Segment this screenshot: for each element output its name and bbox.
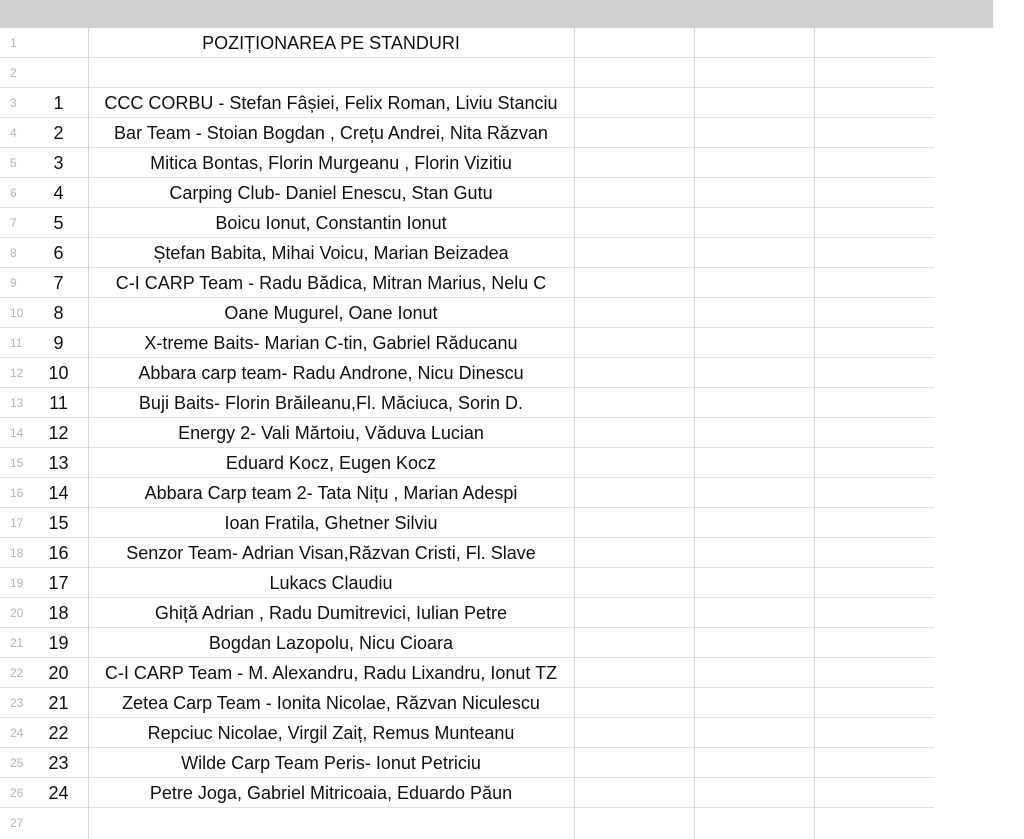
cell-position[interactable]: 18 [48, 603, 69, 623]
cell-position[interactable]: 17 [48, 573, 69, 593]
row-number: 7 [10, 216, 17, 230]
row-number: 10 [10, 306, 24, 320]
cell-empty[interactable] [575, 238, 694, 267]
cell-empty[interactable] [815, 628, 934, 657]
table-row [0, 118, 934, 148]
cell-team[interactable]: Buji Baits- Florin Brăileanu,Fl. Măciuca, Sorin D. [138, 393, 524, 413]
row-number: 13 [10, 396, 24, 410]
cell-empty[interactable] [575, 58, 694, 87]
cell-team[interactable]: Senzor Team- Adrian Visan,Răzvan Cristi, Fl. Slave [126, 543, 536, 563]
cell-empty[interactable] [695, 688, 814, 717]
cell-team[interactable] [88, 58, 574, 87]
cell-team[interactable]: Abbara Carp team 2- Tata Nițu , Marian Adespi [144, 483, 518, 503]
row-number: 8 [10, 246, 17, 260]
cell-position[interactable]: 2 [53, 123, 64, 143]
cell-team[interactable]: Ștefan Babita, Mihai Voicu, Marian Beizadea [153, 243, 509, 263]
table-row [0, 238, 934, 268]
row-number: 3 [10, 96, 17, 110]
cell-empty[interactable] [575, 448, 694, 477]
row-number: 14 [10, 426, 24, 440]
cell-team[interactable]: Eduard Kocz, Eugen Kocz [225, 453, 437, 473]
cell-position[interactable]: 13 [48, 453, 69, 473]
cell-position[interactable]: 15 [48, 513, 69, 533]
cell-empty[interactable] [575, 508, 694, 537]
cell-empty[interactable] [575, 418, 694, 447]
cell-position[interactable]: 11 [49, 393, 68, 413]
table-row [0, 628, 934, 658]
table-row [0, 568, 934, 598]
cell-empty[interactable] [815, 358, 934, 387]
cell-empty[interactable] [815, 58, 934, 87]
sheet-title[interactable]: POZIȚIONAREA PE STANDURI [202, 33, 460, 53]
cell-team[interactable] [88, 808, 574, 837]
cell-empty[interactable] [815, 478, 934, 507]
cell-team[interactable]: Oane Mugurel, Oane Ionut [224, 303, 438, 323]
cell-position[interactable]: 24 [48, 783, 69, 803]
cell-position[interactable]: 7 [53, 273, 64, 293]
cell-empty[interactable] [575, 178, 694, 207]
cell-empty[interactable] [695, 808, 814, 837]
cell-position[interactable]: 6 [53, 243, 64, 263]
table-row [0, 718, 934, 748]
table-row [0, 778, 934, 808]
cell-empty[interactable] [575, 328, 694, 357]
row-number: 11 [10, 336, 23, 350]
cell-empty[interactable] [815, 718, 934, 747]
cell-empty[interactable] [575, 568, 694, 597]
table-row [0, 178, 934, 208]
cell-empty[interactable] [575, 538, 694, 567]
cell-position[interactable]: 3 [53, 153, 64, 173]
cell-empty[interactable] [815, 388, 934, 417]
cell-empty[interactable] [815, 28, 934, 57]
cell-position[interactable]: 4 [53, 183, 64, 203]
column-divider [574, 28, 575, 839]
cell-position[interactable]: 20 [48, 663, 69, 683]
cell-empty[interactable] [815, 298, 934, 327]
cell-empty[interactable] [695, 148, 814, 177]
row-number: 6 [10, 186, 17, 200]
cell-empty[interactable] [575, 298, 694, 327]
cell-team[interactable]: Lukacs Claudiu [269, 573, 393, 593]
row-number: 22 [10, 666, 24, 680]
cell-team[interactable]: Zetea Carp Team - Ionita Nicolae, Răzvan Niculescu [122, 693, 540, 713]
table-row [0, 28, 934, 58]
cell-team[interactable]: Abbara carp team- Radu Androne, Nicu Dinescu [138, 363, 524, 383]
cell-empty[interactable] [815, 88, 934, 117]
cell-empty[interactable] [575, 748, 694, 777]
table-row [0, 358, 934, 388]
row-number: 5 [10, 156, 17, 170]
column-divider [694, 28, 695, 839]
cell-team[interactable]: Wilde Carp Team Peris- Ionut Petriciu [181, 753, 481, 773]
cell-empty[interactable] [575, 268, 694, 297]
sheet-header-bar [0, 0, 993, 28]
cell-empty[interactable] [815, 268, 934, 297]
cell-team[interactable]: Bar Team - Stoian Bogdan , Crețu Andrei, Nita Răzvan [114, 123, 548, 143]
cell-empty[interactable] [695, 28, 814, 57]
table-row [0, 448, 934, 478]
cell-empty[interactable] [815, 238, 934, 267]
row-number: 25 [10, 756, 24, 770]
row-number: 18 [10, 546, 24, 560]
table-row [0, 58, 934, 88]
cell-empty[interactable] [575, 658, 694, 687]
row-number: 16 [10, 486, 24, 500]
cell-empty[interactable] [815, 208, 934, 237]
cell-empty[interactable] [695, 118, 814, 147]
cell-team[interactable]: Bogdan Lazopolu, Nicu Cioara [208, 633, 454, 653]
table-row [0, 328, 934, 358]
cell-position[interactable]: 23 [48, 753, 69, 773]
cell-empty[interactable] [695, 88, 814, 117]
cell-empty[interactable] [695, 658, 814, 687]
cell-empty[interactable] [815, 328, 934, 357]
table-row [0, 598, 934, 628]
row-number: 17 [10, 516, 24, 530]
table-row [0, 658, 934, 688]
cell-team[interactable]: C-I CARP Team - Radu Bădica, Mitran Marius, Nelu C [115, 273, 547, 293]
table-row [0, 688, 934, 718]
cell-empty[interactable] [575, 718, 694, 747]
cell-empty[interactable] [695, 388, 814, 417]
cell-position[interactable]: 9 [53, 333, 64, 353]
cell-position[interactable]: 16 [48, 543, 69, 563]
row-number: 19 [10, 576, 24, 590]
cell-empty[interactable] [815, 418, 934, 447]
row-number: 23 [10, 696, 24, 710]
table-row [0, 478, 934, 508]
cell-position[interactable]: 21 [48, 693, 69, 713]
cell-empty[interactable] [695, 358, 814, 387]
cell-position[interactable]: 14 [48, 483, 69, 503]
cell-team[interactable]: Carping Club- Daniel Enescu, Stan Gutu [169, 183, 493, 203]
cell-empty[interactable] [695, 268, 814, 297]
cell-empty[interactable] [815, 178, 934, 207]
cell-empty[interactable] [575, 388, 694, 417]
table-row [0, 748, 934, 778]
cell-empty[interactable] [815, 148, 934, 177]
cell-empty[interactable] [815, 118, 934, 147]
cell-empty[interactable] [815, 568, 934, 597]
cell-empty[interactable] [815, 808, 934, 837]
cell-position[interactable]: 8 [53, 303, 64, 323]
row-number: 1 [10, 36, 17, 50]
cell-empty[interactable] [815, 598, 934, 627]
cell-empty[interactable] [695, 568, 814, 597]
cell-empty[interactable] [695, 178, 814, 207]
cell-empty[interactable] [575, 808, 694, 837]
cell-position[interactable]: 22 [48, 723, 69, 743]
table-row [0, 88, 934, 118]
table-row [0, 388, 934, 418]
cell-empty[interactable] [695, 748, 814, 777]
cell-position[interactable]: 12 [48, 423, 69, 443]
table-row [0, 268, 934, 298]
table-row [0, 418, 934, 448]
cell-empty[interactable] [695, 598, 814, 627]
table-row [0, 208, 934, 238]
cell-empty[interactable] [575, 478, 694, 507]
spreadsheet-grid [0, 28, 934, 838]
cell-empty[interactable] [695, 298, 814, 327]
cell-empty[interactable] [695, 238, 814, 267]
row-number: 20 [10, 606, 24, 620]
cell-empty[interactable] [575, 628, 694, 657]
row-number: 9 [10, 276, 17, 290]
cell-empty[interactable] [695, 508, 814, 537]
cell-team[interactable]: C-I CARP Team - M. Alexandru, Radu Lixandru, Ionut TZ [104, 663, 558, 683]
cell-empty[interactable] [695, 208, 814, 237]
row-number: 2 [10, 66, 17, 80]
cell-position[interactable]: 19 [48, 633, 69, 653]
cell-empty[interactable] [815, 778, 934, 807]
cell-empty[interactable] [815, 748, 934, 777]
cell-position[interactable] [30, 58, 87, 87]
table-row [0, 298, 934, 328]
row-number: 4 [10, 126, 17, 140]
cell-empty[interactable] [815, 448, 934, 477]
cell-position[interactable] [30, 28, 87, 57]
cell-position[interactable] [30, 808, 87, 837]
cell-empty[interactable] [815, 538, 934, 567]
cell-empty[interactable] [695, 418, 814, 447]
cell-position[interactable]: 1 [53, 93, 64, 113]
cell-empty[interactable] [575, 148, 694, 177]
cell-empty[interactable] [695, 718, 814, 747]
cell-team[interactable]: CCC CORBU - Stefan Fâșiei, Felix Roman, Liviu Stanciu [104, 93, 558, 113]
cell-empty[interactable] [575, 208, 694, 237]
cell-team[interactable]: Energy 2- Vali Mărtoiu, Văduva Lucian [178, 423, 484, 443]
cell-empty[interactable] [695, 448, 814, 477]
cell-team[interactable]: Ghiță Adrian , Radu Dumitrevici, Iulian Petre [154, 603, 508, 623]
table-row [0, 508, 934, 538]
column-divider [88, 28, 89, 839]
cell-empty[interactable] [695, 478, 814, 507]
row-number: 27 [10, 816, 24, 830]
row-number: 26 [10, 786, 24, 800]
table-row [0, 148, 934, 178]
cell-team[interactable]: Mitica Bontas, Florin Murgeanu , Florin Vizitiu [150, 153, 512, 173]
cell-position[interactable]: 10 [48, 363, 69, 383]
row-number: 24 [10, 726, 24, 740]
cell-team[interactable]: Boicu Ionut, Constantin Ionut [215, 213, 447, 233]
cell-empty[interactable] [695, 328, 814, 357]
cell-empty[interactable] [575, 358, 694, 387]
cell-empty[interactable] [695, 628, 814, 657]
table-row [0, 808, 934, 838]
cell-empty[interactable] [695, 538, 814, 567]
cell-empty[interactable] [815, 688, 934, 717]
cell-empty[interactable] [575, 118, 694, 147]
cell-empty[interactable] [695, 778, 814, 807]
cell-position[interactable]: 5 [53, 213, 64, 233]
cell-empty[interactable] [575, 28, 694, 57]
column-divider [814, 28, 815, 839]
cell-empty[interactable] [815, 508, 934, 537]
row-number: 21 [10, 636, 24, 650]
cell-team[interactable]: Petre Joga, Gabriel Mitricoaia, Eduardo Păun [149, 783, 513, 803]
cell-empty[interactable] [575, 88, 694, 117]
cell-empty[interactable] [575, 778, 694, 807]
cell-empty[interactable] [575, 688, 694, 717]
row-number: 12 [10, 366, 24, 380]
cell-empty[interactable] [695, 58, 814, 87]
row-number: 15 [10, 456, 24, 470]
cell-empty[interactable] [815, 658, 934, 687]
table-row [0, 538, 934, 568]
cell-team[interactable]: Ioan Fratila, Ghetner Silviu [224, 513, 438, 533]
cell-team[interactable]: X-treme Baits- Marian C-tin, Gabriel Răducanu [144, 333, 518, 353]
cell-team[interactable]: Repciuc Nicolae, Virgil Zaiț, Remus Munteanu [147, 723, 515, 743]
cell-empty[interactable] [575, 598, 694, 627]
